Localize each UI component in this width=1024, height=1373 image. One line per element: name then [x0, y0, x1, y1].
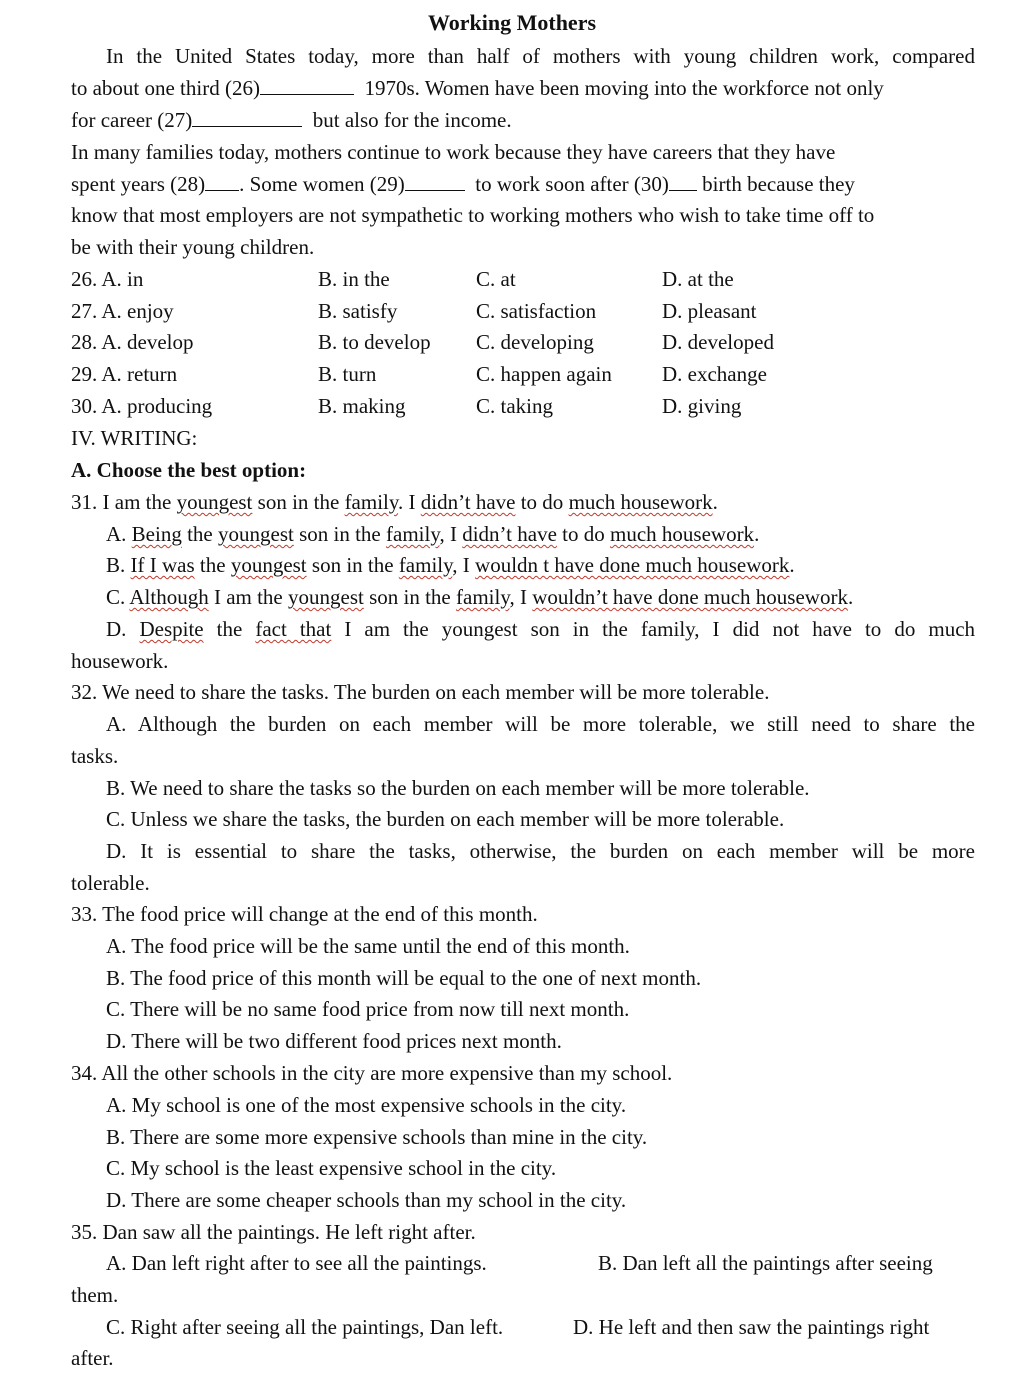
question-35-stem: 35. Dan saw all the paintings. He left right after.	[71, 1220, 476, 1244]
question-32-stem: 32. We need to share the tasks. The burden on each member will be more tolerable.	[71, 680, 770, 704]
option-b[interactable]: B. satisfy	[318, 299, 398, 323]
option-d[interactable]: D. giving	[662, 394, 742, 418]
passage-line: to about one third (26) 1970s. Women have been moving into the workforce not only	[71, 76, 884, 100]
option-a[interactable]: 28. A. develop	[71, 330, 194, 354]
question-33-option-b[interactable]: B. The food price of this month will be equal to the one of next month.	[106, 966, 702, 990]
option-c[interactable]: C. happen again	[476, 362, 612, 386]
blank-28[interactable]	[205, 173, 239, 191]
option-a[interactable]: 30. A. producing	[71, 394, 213, 418]
question-35-option-d[interactable]: D. He left and then saw the paintings right	[573, 1315, 930, 1339]
option-d[interactable]: D. pleasant	[662, 299, 757, 323]
question-31-option-c[interactable]: C. Although I am the youngest son in the family, I wouldn’t have done much housework.	[106, 585, 854, 609]
section-heading: IV. WRITING:	[71, 426, 198, 450]
question-32-option-c[interactable]: C. Unless we share the tasks, the burden on each member will be more tolerable.	[106, 807, 785, 831]
question-33-option-c[interactable]: C. There will be no same food price from now till next month.	[106, 997, 630, 1021]
blank-29[interactable]	[405, 173, 465, 191]
option-c[interactable]: C. developing	[476, 330, 594, 354]
page-title: Working Mothers	[427, 10, 597, 35]
passage-line: for career (27) but also for the income.	[71, 108, 512, 132]
option-b[interactable]: B. to develop	[318, 330, 431, 354]
blank-26[interactable]	[260, 77, 354, 95]
question-34-option-c[interactable]: C. My school is the least expensive school in the city.	[106, 1156, 557, 1180]
passage-line: In the United States today, more than half of mothers with young children work, compared	[106, 44, 975, 68]
question-31-option-a[interactable]: A. Being the youngest son in the family, I didn’t have to do much housework.	[106, 522, 760, 546]
passage-line: be with their young children.	[71, 235, 315, 259]
passage-line: In many families today, mothers continue to work because they have careers that they have	[71, 140, 836, 164]
question-33-option-a[interactable]: A. The food price will be the same until the end of this month.	[106, 934, 630, 958]
question-35-option-a[interactable]: A. Dan left right after to see all the paintings.	[106, 1251, 487, 1275]
option-a[interactable]: 29. A. return	[71, 362, 178, 386]
question-32-option-a[interactable]: A. Although the burden on each member will be more tolerable, we still need to share the	[106, 712, 975, 736]
question-31-stem: 31. I am the youngest son in the family. I didn’t have to do much housework.	[71, 490, 718, 514]
question-32-option-a-cont: tasks.	[71, 744, 119, 768]
question-34-option-b[interactable]: B. There are some more expensive schools than mine in the city.	[106, 1125, 648, 1149]
question-34-option-d[interactable]: D. There are some cheaper schools than my school in the city.	[106, 1188, 627, 1212]
option-c[interactable]: C. at	[476, 267, 516, 291]
blank-27[interactable]	[192, 109, 302, 127]
blank-30[interactable]	[669, 173, 697, 191]
question-35-option-c[interactable]: C. Right after seeing all the paintings, Dan left.	[106, 1315, 504, 1339]
option-a[interactable]: 27. A. enjoy	[71, 299, 174, 323]
question-34-stem: 34. All the other schools in the city are more expensive than my school.	[71, 1061, 673, 1085]
question-33-stem: 33. The food price will change at the end of this month.	[71, 902, 538, 926]
question-31-option-d[interactable]: D. Despite the fact that I am the youngest son in the family, I did not have to do much	[106, 617, 976, 641]
option-b[interactable]: B. in the	[318, 267, 390, 291]
question-32-option-b[interactable]: B. We need to share the tasks so the burden on each member will be more tolerable.	[106, 776, 810, 800]
option-b[interactable]: B. making	[318, 394, 406, 418]
question-35-option-d-cont: after.	[71, 1346, 114, 1370]
option-d[interactable]: D. at the	[662, 267, 734, 291]
subsection-heading: A. Choose the best option:	[71, 458, 307, 482]
question-32-option-d-cont: tolerable.	[71, 871, 150, 895]
question-35-option-b-cont: them.	[71, 1283, 119, 1307]
question-35-option-b[interactable]: B. Dan left all the paintings after seeing	[598, 1251, 933, 1275]
option-a[interactable]: 26. A. in	[71, 267, 144, 291]
question-31-option-d-cont: housework.	[71, 649, 169, 673]
question-34-option-a[interactable]: A. My school is one of the most expensive schools in the city.	[106, 1093, 627, 1117]
option-c[interactable]: C. taking	[476, 394, 553, 418]
question-31-option-b[interactable]: B. If I was the youngest son in the family, I wouldn t have done much housework.	[106, 553, 795, 577]
question-32-option-d[interactable]: D. It is essential to share the tasks, otherwise, the burden on each member will be more	[106, 839, 975, 863]
option-d[interactable]: D. developed	[662, 330, 774, 354]
passage-line: spent years (28) . Some women (29) to work soon after (30) birth because they	[71, 172, 855, 196]
option-c[interactable]: C. satisfaction	[476, 299, 597, 323]
option-d[interactable]: D. exchange	[662, 362, 767, 386]
option-b[interactable]: B. turn	[318, 362, 377, 386]
passage-line: know that most employers are not sympathetic to working mothers who wish to take time off to	[71, 203, 875, 227]
question-33-option-d[interactable]: D. There will be two different food prices next month.	[106, 1029, 562, 1053]
cropped-previous-text	[140, 0, 300, 2]
